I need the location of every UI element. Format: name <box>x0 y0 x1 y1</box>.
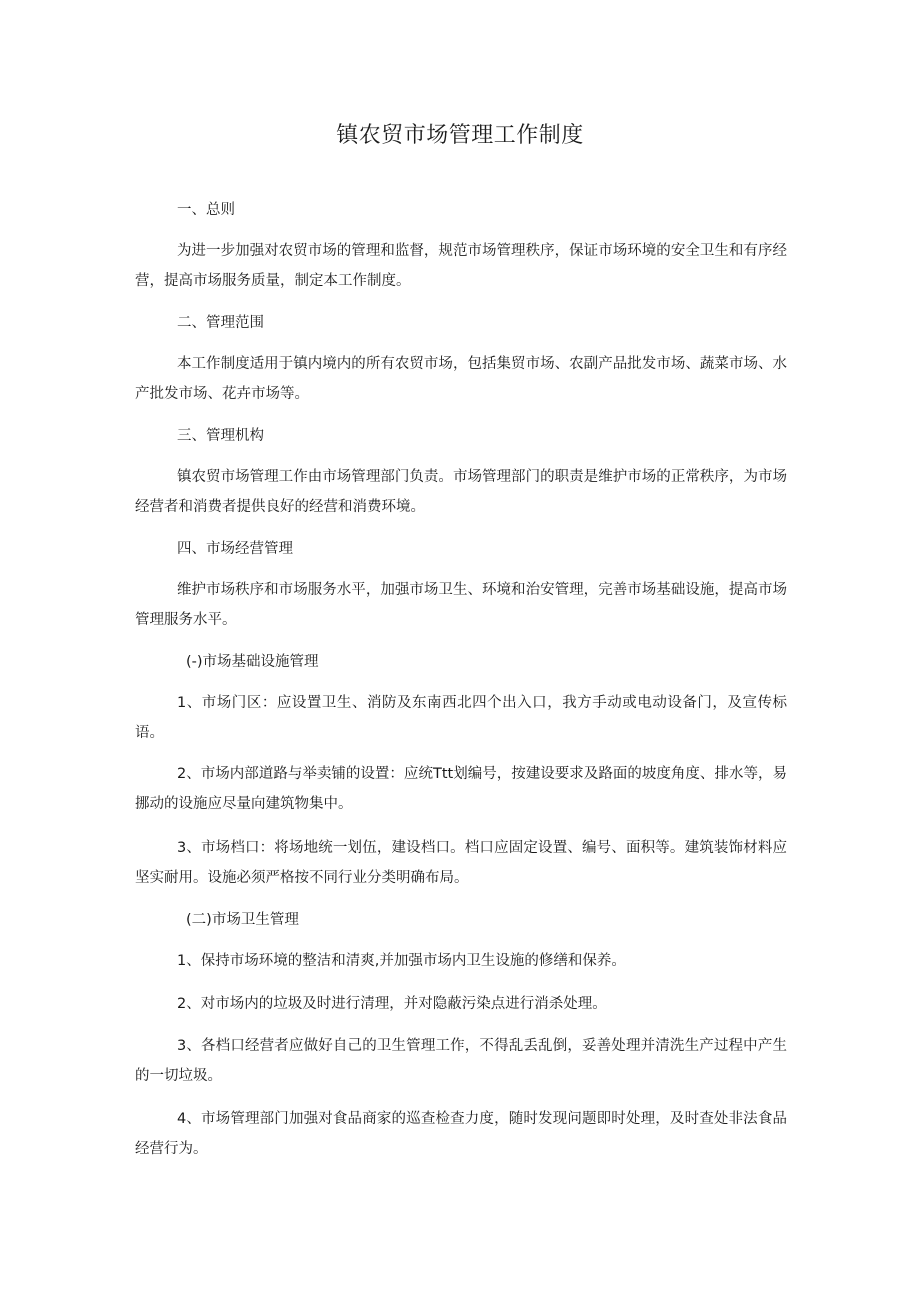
list-item: 1、保持市场环境的整洁和清爽,并加强市场内卫生设施的修缮和保养。 <box>177 953 626 969</box>
list-item: 3、市场档口：将场地统一划伍，建设档口。档口应固定设置、编号、面积等。建筑装饰材料应坚实耐用。设施必须严格按不同行业分类明确布局。 <box>135 840 787 886</box>
subsection-heading-hygiene: (二)市场卫生管理 <box>186 912 299 928</box>
paragraph-organization: 镇农贸市场管理工作由市场管理部门负责。市场管理部门的职责是维护市场的正常秩序，为市场经营者和消费者提供良好的经营和消费环境。 <box>135 469 787 515</box>
list-item: 2、对市场内的垃圾及时进行清理，并对隐蔽污染点进行消杀处理。 <box>177 996 607 1012</box>
paragraph-general: 为进一步加强对农贸市场的管理和监督，规范市场管理秩序，保证市场环境的安全卫生和有序经营，提高市场服务质量，制定本工作制度。 <box>135 243 787 289</box>
paragraph-operation: 维护市场秩序和市场服务水平，加强市场卫生、环境和治安管理，完善市场基础设施，提高市场管理服务水平。 <box>135 582 787 628</box>
document-title: 镇农贸市场管理工作制度 <box>336 123 584 148</box>
list-item: 3、各档口经营者应做好自己的卫生管理工作，不得乱丢乱倒，妥善处理并清洗生产过程中产生的一切垃圾。 <box>135 1038 787 1084</box>
subsection-heading-infrastructure: (-)市场基础设施管理 <box>186 654 319 670</box>
list-item: 2、市场内部道路与举卖铺的设置：应统Ttt划编号，按建设要求及路面的坡度角度、排水等，易挪动的设施应尽量向建筑物集中。 <box>135 766 787 812</box>
list-item: 1、市场门区：应设置卫生、消防及东南西北四个出入口，我方手动或电动设备门，及宣传标语。 <box>135 695 787 741</box>
paragraph-scope: 本工作制度适用于镇内境内的所有农贸市场，包括集贸市场、农副产品批发市场、蔬菜市场、水产批发市场、花卉市场等。 <box>135 356 787 402</box>
list-item: 4、市场管理部门加强对食品商家的巡查检查力度，随时发现问题即时处理，及时查处非法食品经营行为。 <box>135 1111 787 1157</box>
section-heading-scope: 二、管理范围 <box>177 315 264 331</box>
section-heading-operation: 四、市场经营管理 <box>177 541 293 557</box>
section-heading-organization: 三、管理机构 <box>177 428 264 444</box>
section-heading-general: 一、总则 <box>177 202 235 218</box>
